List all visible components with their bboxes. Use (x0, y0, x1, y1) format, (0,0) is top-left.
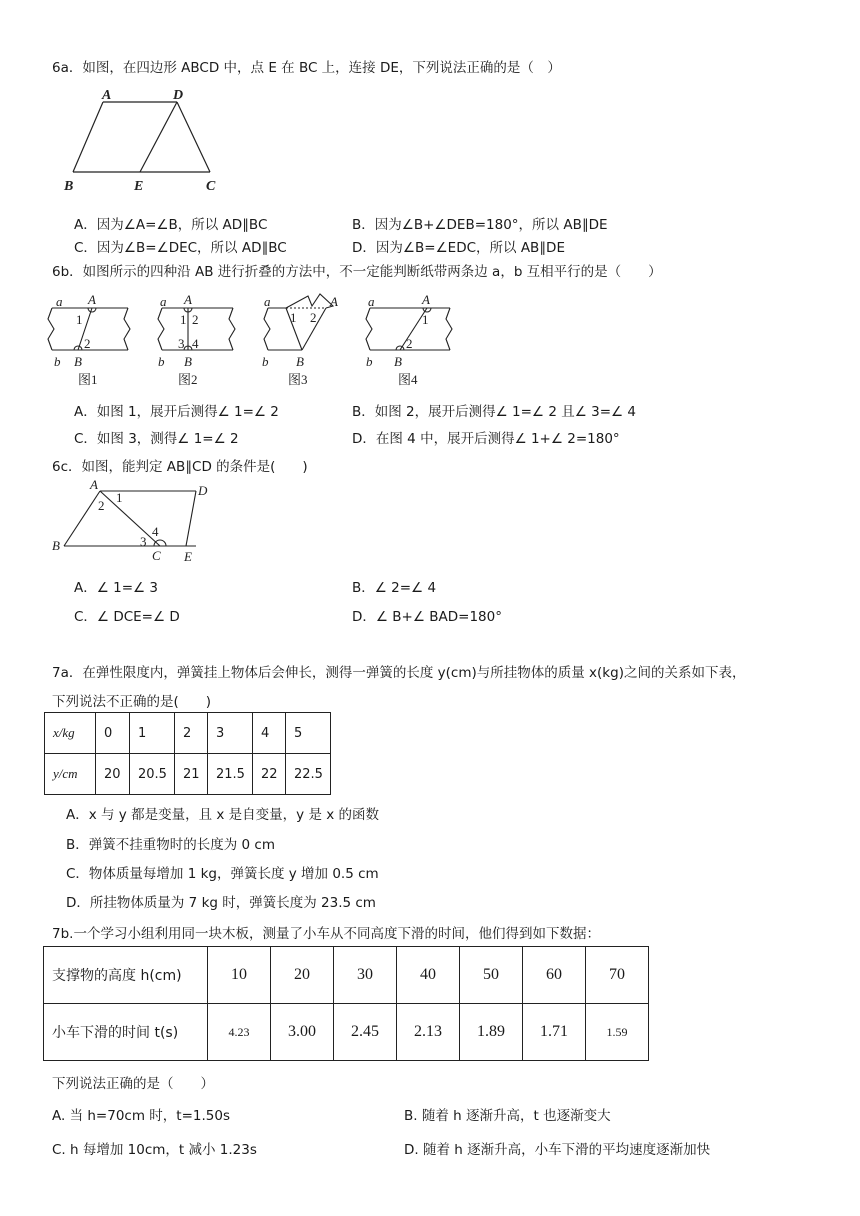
q7a-option-a[interactable]: A．x 与 y 都是变量，且 x 是自变量，y 是 x 的函数 (66, 807, 380, 823)
svg-text:A: A (330, 294, 338, 309)
svg-text:2: 2 (192, 312, 199, 327)
table-cell: 0 (96, 713, 130, 754)
q7a-option-d[interactable]: D．所挂物体质量为 7 kg 时，弹簧长度为 23.5 cm (66, 895, 376, 911)
q6a-option-c[interactable]: C．因为∠B=∠DEC，所以 AD∥BC (74, 240, 287, 256)
q6b-option-a[interactable]: A．如图 1，展开后测得∠ 1=∠ 2 (74, 404, 279, 420)
q6b-number: 6b． (52, 264, 83, 280)
svg-text:4: 4 (152, 524, 159, 539)
svg-text:1: 1 (116, 490, 123, 505)
table-cell: 20 (271, 947, 334, 1004)
svg-text:A: A (88, 292, 96, 307)
svg-text:B: B (394, 354, 402, 369)
q6c-option-c[interactable]: C．∠ DCE=∠ D (74, 609, 180, 625)
q7a-table (44, 712, 331, 795)
q6b-caption-2: 图2 (178, 372, 198, 387)
table-cell: 21.5 (208, 754, 253, 795)
svg-text:b: b (366, 354, 373, 369)
table-cell: 30 (334, 947, 397, 1004)
svg-text:2: 2 (98, 498, 105, 513)
q7b-table (43, 946, 649, 1061)
table-cell: 60 (523, 947, 586, 1004)
svg-text:2: 2 (406, 336, 413, 351)
svg-text:3: 3 (178, 336, 185, 351)
svg-text:A: A (184, 292, 192, 307)
table-row (44, 947, 649, 1004)
q6b-caption-4: 图4 (398, 372, 418, 387)
table-cell: y/cm (45, 754, 96, 795)
q6c-number: 6c． (52, 459, 82, 475)
q6a-number: 6a． (52, 60, 83, 76)
q6b-figures (50, 286, 470, 392)
q6a-option-a[interactable]: A．因为∠A=∠B，所以 AD∥BC (74, 217, 268, 233)
q6a-option-b[interactable]: B．因为∠B+∠DEB=180°，所以 AB∥DE (352, 217, 608, 233)
q7a-stem-line1 (52, 661, 745, 681)
q6a-text: 如图，在四边形 ABCD 中，点 E 在 BC 上，连接 DE，下列说法正确的是（ ） (82, 60, 561, 76)
table-cell: 20 (96, 754, 130, 795)
q6b-caption-3: 图3 (288, 372, 308, 387)
svg-text:a: a (368, 294, 375, 309)
svg-text:a: a (264, 294, 271, 309)
q7a-text-1: 在弹性限度内，弹簧挂上物体后会伸长，测得一弹簧的长度 y(cm)与所挂物体的质量 x(kg)之间的关系如下表， (82, 665, 746, 681)
table-cell: 2.13 (397, 1004, 460, 1061)
svg-text:b: b (262, 354, 269, 369)
svg-text:D: D (198, 483, 208, 498)
table-cell: 2.45 (334, 1004, 397, 1061)
table-row (45, 713, 331, 754)
svg-text:b: b (158, 354, 165, 369)
q6b-option-c[interactable]: C．如图 3，测得∠ 1=∠ 2 (74, 431, 239, 447)
q6a-label-a: A (102, 88, 112, 103)
table-header-cell: 支撑物的高度 h(cm) (44, 947, 208, 1004)
svg-text:b: b (54, 354, 61, 369)
q6a-label-d: D (173, 88, 184, 103)
q6b-caption-1: 图1 (78, 372, 98, 387)
table-cell: 1.59 (586, 1004, 649, 1061)
svg-text:3: 3 (140, 534, 147, 549)
svg-text:B: B (296, 354, 304, 369)
table-cell: 1 (130, 713, 175, 754)
table-cell: 3.00 (271, 1004, 334, 1061)
q7b-option-b[interactable]: B. 随着 h 逐渐升高，t 也逐渐变大 (404, 1108, 611, 1124)
table-cell: 70 (586, 947, 649, 1004)
svg-text:1: 1 (180, 312, 187, 327)
q6b-text: 如图所示的四种沿 AB 进行折叠的方法中，不一定能判断纸带两条边 a，b 互相平行的是（ ） (82, 264, 662, 280)
q6c-option-d[interactable]: D．∠ B+∠ BAD=180° (352, 609, 502, 625)
q7b-stem (52, 922, 600, 942)
q7a-number: 7a． (52, 665, 83, 681)
q6c-text: 如图，能判定 AB∥CD 的条件是( ) (81, 459, 308, 475)
svg-text:C: C (152, 548, 161, 563)
svg-text:4: 4 (192, 336, 199, 351)
svg-text:a: a (56, 294, 63, 309)
table-cell: 1.89 (460, 1004, 523, 1061)
table-row (45, 754, 331, 795)
q6a-label-c: C (206, 179, 216, 194)
q7a-option-b[interactable]: B．弹簧不挂重物时的长度为 0 cm (66, 837, 276, 853)
table-cell: 5 (286, 713, 331, 754)
table-cell: 4 (253, 713, 286, 754)
svg-text:1: 1 (76, 312, 83, 327)
svg-text:2: 2 (84, 336, 91, 351)
q6b-option-d[interactable]: D．在图 4 中，展开后测得∠ 1+∠ 2=180° (352, 431, 620, 447)
svg-text:B: B (184, 354, 192, 369)
table-cell: 50 (460, 947, 523, 1004)
q6c-figure (50, 476, 250, 568)
q7a-option-c[interactable]: C．物体质量每增加 1 kg，弹簧长度 y 增加 0.5 cm (66, 866, 379, 882)
q6a-option-d[interactable]: D．因为∠B=∠EDC，所以 AB∥DE (352, 240, 565, 256)
q7b-option-a[interactable]: A. 当 h=70cm 时，t=1.50s (52, 1108, 230, 1124)
table-cell: 21 (175, 754, 208, 795)
svg-text:E: E (184, 549, 192, 564)
q7b-prompt: 下列说法正确的是（ ） (52, 1076, 214, 1092)
q7b-option-c[interactable]: C. h 每增加 10cm，t 减小 1.23s (52, 1142, 257, 1158)
svg-text:B: B (52, 538, 60, 553)
table-cell: 22 (253, 754, 286, 795)
q6b-option-b[interactable]: B．如图 2，展开后测得∠ 1=∠ 2 且∠ 3=∠ 4 (352, 404, 636, 420)
q6a-stem (52, 56, 561, 76)
q6c-option-b[interactable]: B．∠ 2=∠ 4 (352, 580, 437, 596)
svg-text:1: 1 (422, 312, 429, 327)
table-cell: 1.71 (523, 1004, 586, 1061)
q6c-option-a[interactable]: A．∠ 1=∠ 3 (74, 580, 159, 596)
q6a-label-e: E (134, 179, 144, 194)
q6a-figure (60, 86, 230, 198)
svg-text:a: a (160, 294, 167, 309)
table-header-cell: 小车下滑的时间 t(s) (44, 1004, 208, 1061)
q6a-label-b: B (64, 179, 74, 194)
table-cell: 40 (397, 947, 460, 1004)
table-cell: 4.23 (208, 1004, 271, 1061)
svg-text:A: A (90, 477, 98, 492)
q6b-stem (52, 260, 662, 280)
svg-text:2: 2 (310, 310, 317, 325)
table-cell: 3 (208, 713, 253, 754)
table-cell: 2 (175, 713, 208, 754)
svg-text:1: 1 (290, 310, 297, 325)
q7a-stem-line2: 下列说法不正确的是( ) (52, 694, 212, 710)
svg-text:A: A (422, 292, 430, 307)
q7b-option-d[interactable]: D. 随着 h 逐渐升高，小车下滑的平均速度逐渐加快 (404, 1142, 711, 1158)
table-row (44, 1004, 649, 1061)
svg-text:B: B (74, 354, 82, 369)
q6c-stem (52, 455, 308, 475)
table-cell: 20.5 (130, 754, 175, 795)
q7b-number: 7b. (52, 926, 74, 942)
table-cell: 10 (208, 947, 271, 1004)
table-cell: x/kg (45, 713, 96, 754)
table-cell: 22.5 (286, 754, 331, 795)
q7b-text: 一个学习小组利用同一块木板，测量了小车从不同高度下滑的时间，他们得到如下数据： (73, 926, 600, 942)
